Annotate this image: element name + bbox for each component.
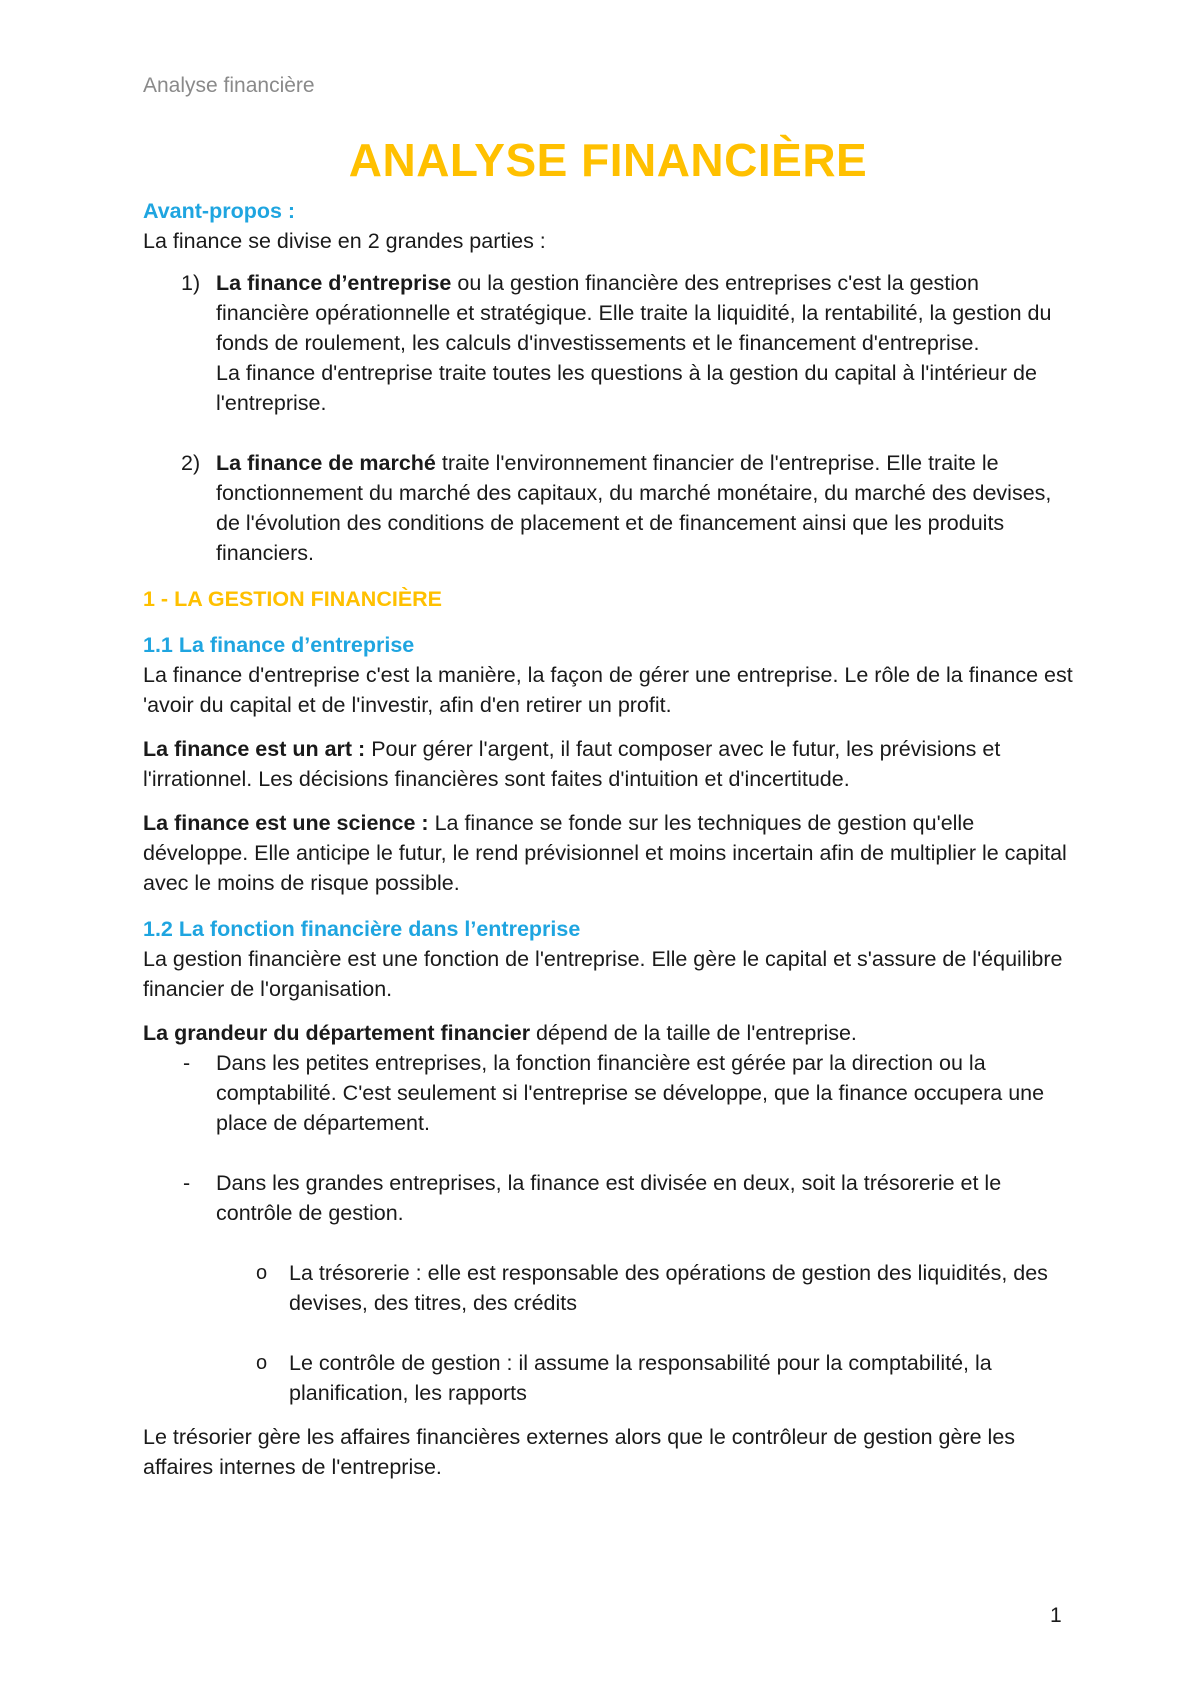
paragraph-text: La finance se fonde sur les techniques de gestion qu'elle développe. Elle anticipe le futur, le rend prévisionnel et moins incertain afin de multiplier le capital avec le moins de risque possible. bbox=[143, 811, 1067, 895]
department-list bbox=[143, 1048, 1073, 1408]
paragraph: La gestion financière est une fonction de l'entreprise. Elle gère le capital et s'assure de l'équilibre financier de l'organisation. bbox=[143, 947, 1063, 1001]
list-item bbox=[216, 1258, 1073, 1318]
avant-propos-intro: La finance se divise en 2 grandes parties : bbox=[143, 229, 546, 253]
list-item-text: La trésorerie : elle est responsable des opérations de gestion des liquidités, des devises, des titres, des crédits bbox=[289, 1261, 1048, 1315]
subsection-heading-1-2: 1.2 La fonction financière dans l’entreprise bbox=[143, 917, 581, 941]
subsection-heading-1-1: 1.1 La finance d’entreprise bbox=[143, 633, 415, 657]
list-item-bold: La finance d’entreprise bbox=[216, 271, 452, 295]
finance-parts-list bbox=[143, 268, 1073, 568]
paragraph-bold: La finance est une science : bbox=[143, 811, 429, 835]
list-item-text: ou la gestion financière des entreprises c'est la gestion financière opérationnelle et stratégique. Elle traite la liquidité, la rentabilité, la gestion du fonds de roulement, les calculs d'investissements et le financement d'entreprise. bbox=[216, 271, 1052, 355]
avant-propos-label: Avant-propos : bbox=[143, 199, 296, 223]
paragraph: Le trésorier gère les affaires financières externes alors que le contrôleur de gestion gère les affaires internes de l'entreprise. bbox=[143, 1425, 1016, 1479]
paragraph-text: dépend de la taille de l'entreprise. bbox=[530, 1021, 857, 1045]
list-item bbox=[143, 1048, 1073, 1138]
paragraph-bold: La grandeur du département financier bbox=[143, 1021, 531, 1045]
sub-list bbox=[216, 1258, 1073, 1408]
list-item bbox=[143, 1168, 1073, 1408]
list-marker: 1) bbox=[181, 271, 201, 295]
list-item-text: traite l'environnement financier de l'entreprise. Elle traite le fonctionnement du marché des capitaux, du marché monétaire, du marché des devises, de l'évolution des conditions de placement et de financement ainsi que les produits financiers. bbox=[216, 451, 1052, 565]
paragraph bbox=[143, 734, 1073, 794]
dash-marker: - bbox=[183, 1051, 191, 1075]
circle-marker: o bbox=[256, 1262, 268, 1284]
circle-marker: o bbox=[256, 1352, 268, 1374]
list-item bbox=[216, 1348, 1073, 1408]
document-body bbox=[143, 130, 1073, 1482]
document-title: ANALYSE FINANCIÈRE bbox=[348, 134, 868, 186]
paragraph-text: Pour gérer l'argent, il faut composer avec le futur, les prévisions et l'irrationnel. Les décisions financières sont faites d'intuition et d'incertitude. bbox=[143, 737, 1001, 791]
dash-marker: - bbox=[183, 1171, 191, 1195]
page-number: 1 bbox=[1050, 1604, 1062, 1627]
paragraph: La finance d'entreprise c'est la manière, la façon de gérer une entreprise. Le rôle de la finance est 'avoir du capital et de l'investir, afin d'en retirer un profit. bbox=[143, 663, 1073, 717]
section-heading: 1 - LA GESTION FINANCIÈRE bbox=[143, 587, 443, 611]
list-item bbox=[143, 268, 1073, 418]
running-header: Analyse financière bbox=[143, 74, 315, 97]
list-item-text: Dans les grandes entreprises, la finance est divisée en deux, soit la trésorerie et le contrôle de gestion. bbox=[216, 1171, 1002, 1225]
list-marker: 2) bbox=[181, 451, 201, 475]
list-item-text: Dans les petites entreprises, la fonction financière est gérée par la direction ou la comptabilité. C'est seulement si l'entreprise se développe, que la finance occupera une place de département. bbox=[216, 1051, 1045, 1135]
list-item-text: Le contrôle de gestion : il assume la responsabilité pour la comptabilité, la planification, les rapports bbox=[289, 1351, 992, 1405]
paragraph bbox=[143, 1018, 1073, 1048]
paragraph bbox=[143, 808, 1073, 898]
list-item-text-2: La finance d'entreprise traite toutes les questions à la gestion du capital à l'intérieur de l'entreprise. bbox=[216, 361, 1037, 415]
list-item bbox=[143, 448, 1073, 568]
paragraph-bold: La finance est un art : bbox=[143, 737, 366, 761]
list-item-bold: La finance de marché bbox=[216, 451, 436, 475]
